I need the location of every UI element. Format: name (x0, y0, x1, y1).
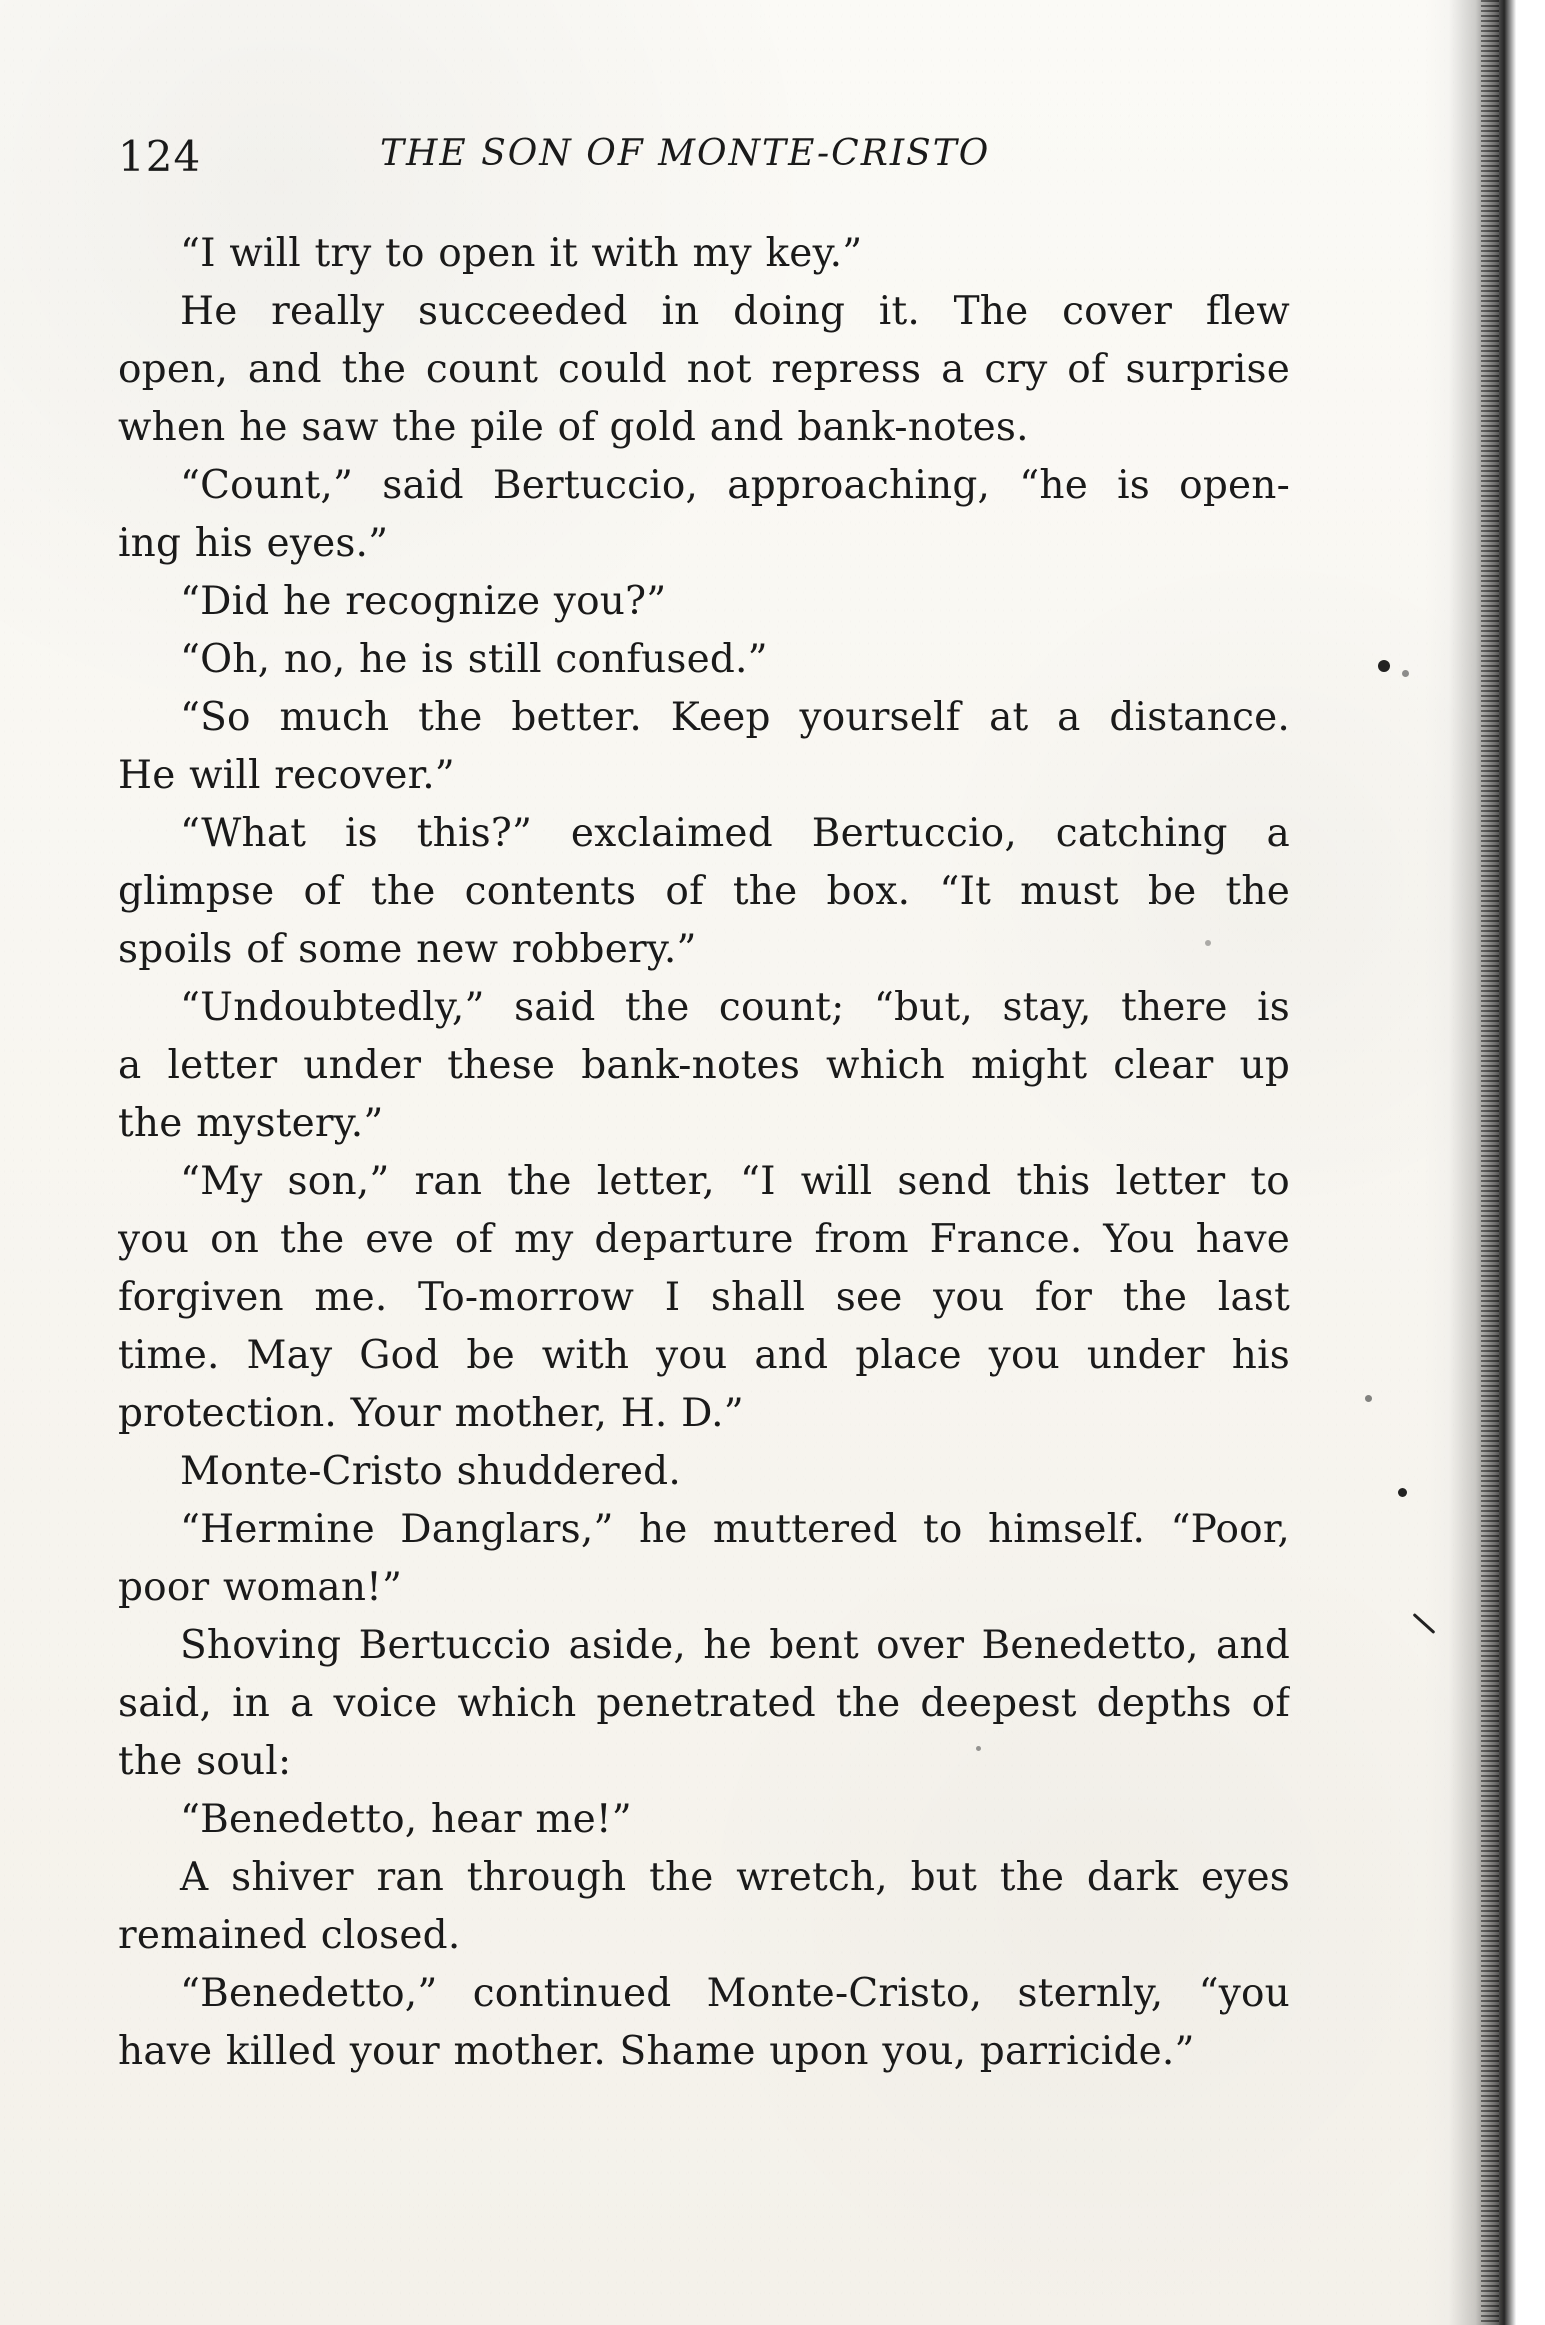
ink-speck (976, 1746, 981, 1751)
text-line: “So much the better. Keep yourself at a distance. (180, 695, 1290, 740)
page-header (118, 132, 1283, 186)
text-line: “Benedetto, hear me!” (180, 1797, 632, 1842)
text-line: “Count,” said Bertuccio, approaching, “he is open- (180, 463, 1290, 508)
text-line: ing his eyes.” (118, 521, 389, 566)
ink-speck (1205, 940, 1211, 946)
text-line: “I will try to open it with my key.” (180, 231, 863, 276)
running-head: THE SON OF MONTE-CRISTO (380, 133, 991, 174)
text-line: A shiver ran through the wretch, but the dark eyes (180, 1855, 1290, 1900)
text-line: the mystery.” (118, 1101, 384, 1146)
text-line: Monte-Cristo shuddered. (180, 1449, 681, 1494)
text-line: protection. Your mother, H. D.” (118, 1391, 744, 1436)
text-line: “Undoubtedly,” said the count; “but, stay, there is (180, 985, 1290, 1030)
ink-speck (1378, 660, 1390, 672)
ink-speck (1365, 1395, 1372, 1402)
ink-streak (1413, 1613, 1436, 1634)
page-edge-shadow (1425, 0, 1545, 2325)
text-line: remained closed. (118, 1913, 461, 1958)
ink-speck (1402, 670, 1409, 677)
text-line: “What is this?” exclaimed Bertuccio, catching a (180, 811, 1290, 856)
text-line: spoils of some new robbery.” (118, 927, 697, 972)
text-line: He will recover.” (118, 753, 455, 798)
text-line: He really succeeded in doing it. The cover flew (180, 289, 1290, 334)
text-line: you on the eve of my departure from France. You have (118, 1217, 1290, 1262)
text-line: Shoving Bertuccio aside, he bent over Benedetto, and (180, 1623, 1290, 1668)
page-number: 124 (118, 132, 202, 181)
text-line: time. May God be with you and place you under his (118, 1333, 1290, 1378)
text-line: when he saw the pile of gold and bank-notes. (118, 405, 1029, 450)
text-line: “My son,” ran the letter, “I will send this letter to (180, 1159, 1290, 1204)
text-line: a letter under these bank-notes which might clear up (118, 1043, 1290, 1088)
text-line: have killed your mother. Shame upon you, parricide.” (118, 2029, 1195, 2074)
ink-speck (1398, 1488, 1407, 1497)
text-line: “Oh, no, he is still confused.” (180, 637, 768, 682)
text-line: forgiven me. To-morrow I shall see you for the last (118, 1275, 1290, 1320)
text-line: the soul: (118, 1739, 292, 1784)
text-line: poor woman!” (118, 1565, 403, 1610)
text-line: said, in a voice which penetrated the deepest depths of (118, 1681, 1290, 1726)
text-line: open, and the count could not repress a cry of surprise (118, 347, 1290, 392)
page-text (118, 225, 1290, 2081)
text-line: “Hermine Danglars,” he muttered to himself. “Poor, (180, 1507, 1290, 1552)
text-line: glimpse of the contents of the box. “It must be the (118, 869, 1290, 914)
text-line: “Did he recognize you?” (180, 579, 667, 624)
text-line: “Benedetto,” continued Monte-Cristo, sternly, “you (180, 1971, 1290, 2016)
